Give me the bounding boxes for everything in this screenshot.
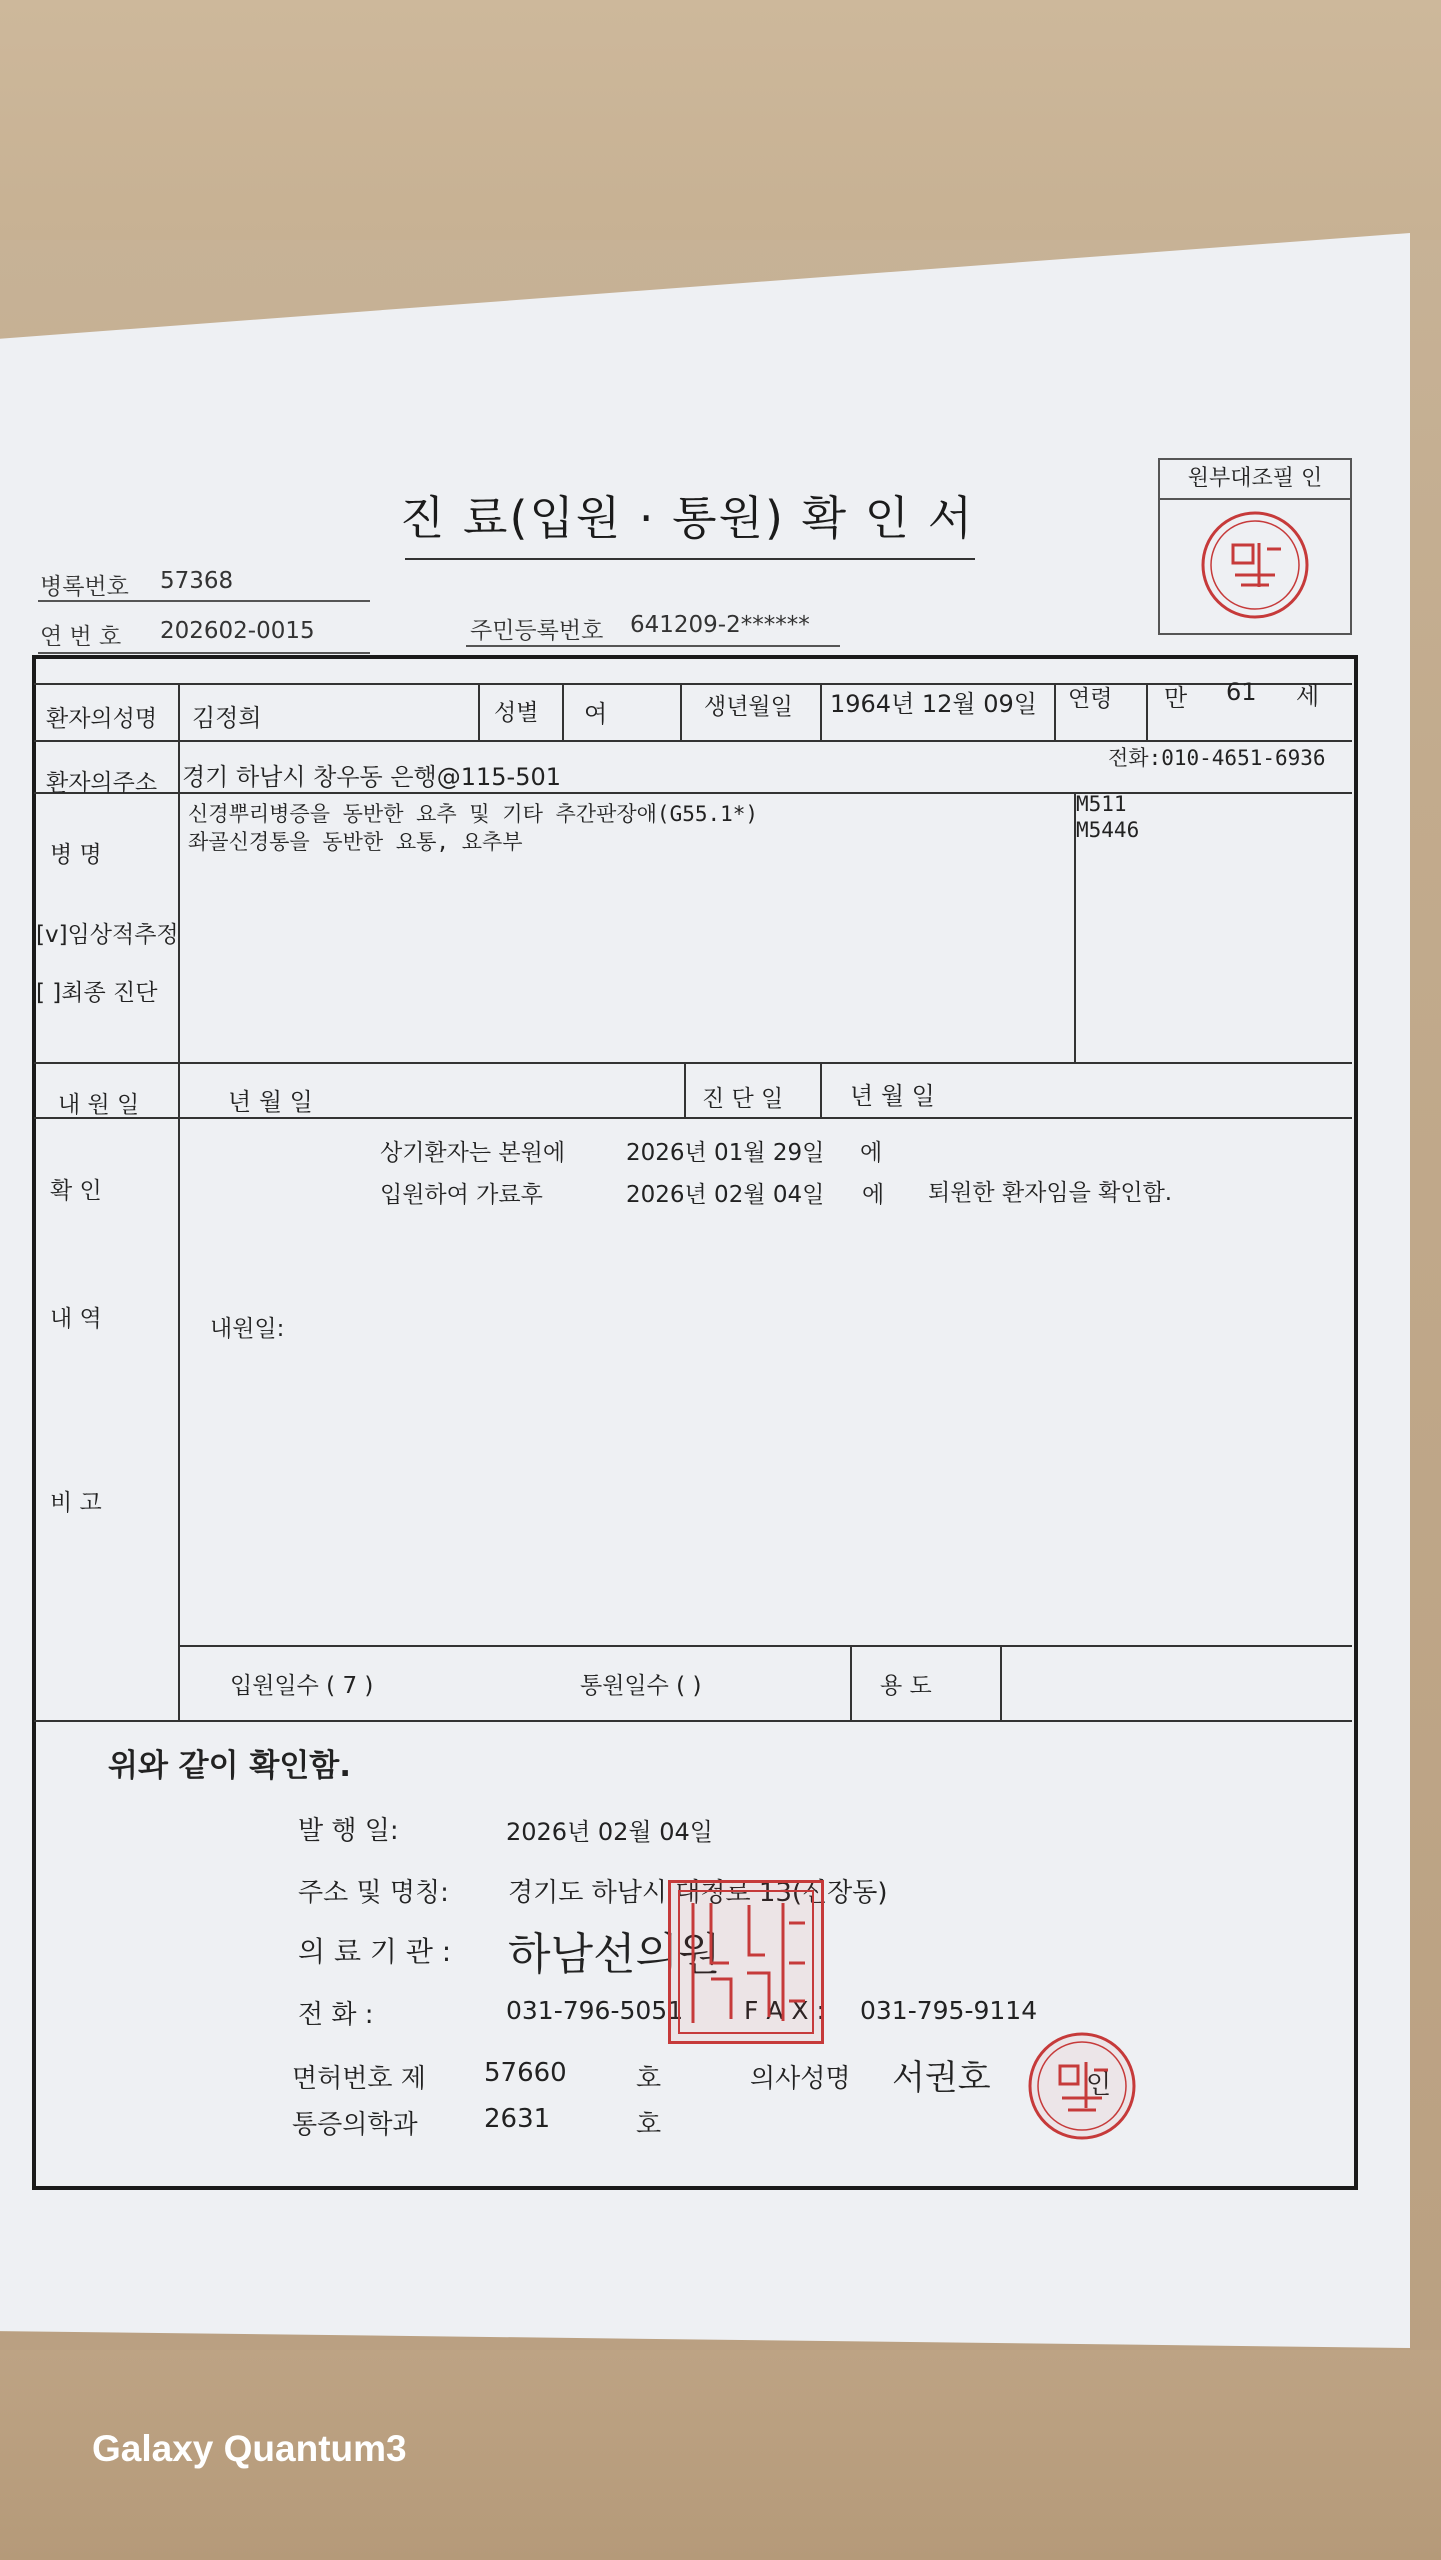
age-prefix: 만 [1164, 684, 1188, 712]
serial-number-label: 연 번 호 [40, 624, 122, 650]
col-line [850, 1645, 852, 1720]
verification-stamp-box [1158, 458, 1352, 635]
doctor-name-label: 의사성명 [750, 2064, 851, 2094]
issuer-address: 경기도 하남시 대청로 13(신장동) [508, 1878, 888, 1908]
specialty-suffix: 호 [636, 2110, 662, 2140]
stamp-box-header: 원부대조필 인 [1160, 460, 1350, 500]
camera-watermark: Galaxy Quantum3 [92, 2428, 407, 2469]
specialty-label: 통증의학과 [292, 2110, 418, 2140]
col-line [1000, 1645, 1002, 1720]
dob-label: 생년월일 [704, 694, 793, 720]
clinical-estimate-checkbox: [v]임상적추정 [36, 922, 179, 948]
details-label: 내 역 [50, 1306, 102, 1332]
row-line [34, 1062, 1352, 1064]
purpose-label: 용 도 [880, 1673, 932, 1699]
diagnosis-date-label: 진 단 일 [702, 1086, 784, 1112]
discharge-confirmation: 퇴원한 환자임을 확인함. [928, 1180, 1173, 1206]
diagnosis-date-value: 년 월 일 [850, 1082, 935, 1110]
diagnosis-line-2: 좌골신경통을 동반한 요통, 요추부 [188, 830, 523, 854]
col-line [680, 683, 682, 740]
license-label: 면허번호 제 [292, 2064, 426, 2094]
sex-value: 여 [584, 700, 608, 728]
age-value: 61 [1226, 678, 1257, 706]
visit-date-value: 년 월 일 [228, 1088, 313, 1116]
row-line [34, 792, 1352, 794]
outpatient-days: 통원일수 ( ) [580, 1673, 702, 1699]
address-label: 환자의주소 [46, 770, 158, 796]
verification-seal-icon [1195, 505, 1315, 625]
col-line [1146, 683, 1148, 740]
record-underline [38, 600, 370, 602]
confirm-line2-suffix: 에 [862, 1182, 885, 1208]
doctor-name: 서권호 [892, 2058, 991, 2098]
record-number: 57368 [160, 568, 234, 594]
col-line [562, 683, 564, 740]
remarks-label: 비 고 [50, 1490, 102, 1516]
dob-value: 1964년 12월 09일 [830, 690, 1037, 718]
license-number: 57660 [484, 2058, 567, 2088]
final-diagnosis-checkbox: [ ]최종 진단 [36, 980, 158, 1006]
envelope-top [0, 0, 1441, 240]
institution-seal-icon [668, 1880, 824, 2044]
record-number-label: 병록번호 [40, 574, 129, 600]
institution-label: 의 료 기 관 : [298, 1935, 452, 1968]
col-line [820, 683, 822, 740]
issue-date: 2026년 02월 04일 [506, 1818, 713, 1846]
sex-label: 성별 [494, 700, 539, 726]
patient-name-label: 환자의성명 [46, 706, 158, 732]
col-line [1054, 683, 1056, 740]
visit-days-label: 내원일: [210, 1316, 285, 1342]
confirm-line1-text: 상기환자는 본원에 [380, 1140, 566, 1166]
confirm-line2-text: 입원하여 가료후 [380, 1182, 543, 1208]
row-line [34, 683, 1352, 685]
label-column-line [178, 683, 180, 1720]
col-line [478, 683, 480, 740]
resident-number: 641209-2****** [630, 612, 810, 638]
resident-number-label: 주민등록번호 [470, 618, 604, 644]
inpatient-days: 입원일수 ( 7 ) [230, 1673, 374, 1699]
institution-name: 하남선의원 [508, 1929, 721, 1980]
age-suffix: 세 [1296, 682, 1320, 710]
confirm-line1-suffix: 에 [860, 1140, 883, 1166]
row-line [34, 1720, 1352, 1722]
patient-name: 김정희 [192, 704, 262, 732]
col-line [684, 1062, 686, 1117]
address-value: 경기 하남시 창우동 은행@115-501 [182, 763, 562, 791]
row-line [178, 1645, 1352, 1647]
issuer-fax-label: F A X : [744, 1996, 825, 2025]
doctor-seal-icon [1024, 2028, 1140, 2144]
row-line [34, 1117, 1352, 1119]
confirm-statement: 위와 같이 확인함. [108, 1748, 351, 1784]
discharge-date: 2026년 02월 04일 [626, 1182, 825, 1208]
title-underline [405, 558, 975, 560]
issue-date-label: 발 행 일: [298, 1816, 399, 1846]
diagnosis-code-2: M5446 [1076, 818, 1140, 842]
diagnosis-label: 병 명 [50, 842, 102, 868]
serial-number: 202602-0015 [160, 618, 315, 644]
license-suffix: 호 [636, 2064, 662, 2094]
diagnosis-line-1: 신경뿌리병증을 동반한 요추 및 기타 추간판장애(G55.1*) [188, 802, 759, 826]
document-title: 진 료(입원 · 통원) 확 인 서 [400, 491, 975, 545]
confirm-label: 확 인 [50, 1178, 102, 1204]
col-line [820, 1062, 822, 1117]
serial-underline [38, 652, 370, 654]
specialty-number: 2631 [484, 2104, 551, 2134]
visit-date-label: 내 원 일 [58, 1092, 140, 1118]
issuer-address-label: 주소 및 명칭: [298, 1878, 449, 1908]
diagnosis-code-1: M511 [1076, 792, 1127, 816]
issuer-phone-label: 전 화 : [298, 2000, 374, 2030]
patient-phone: 전화:010-4651-6936 [1108, 746, 1326, 770]
resident-underline [466, 645, 840, 647]
age-label: 연령 [1068, 686, 1113, 712]
issuer-phone: 031-796-5051 [506, 1996, 684, 2025]
admission-date: 2026년 01월 29일 [626, 1140, 825, 1166]
issuer-fax: 031-795-9114 [860, 1996, 1038, 2025]
